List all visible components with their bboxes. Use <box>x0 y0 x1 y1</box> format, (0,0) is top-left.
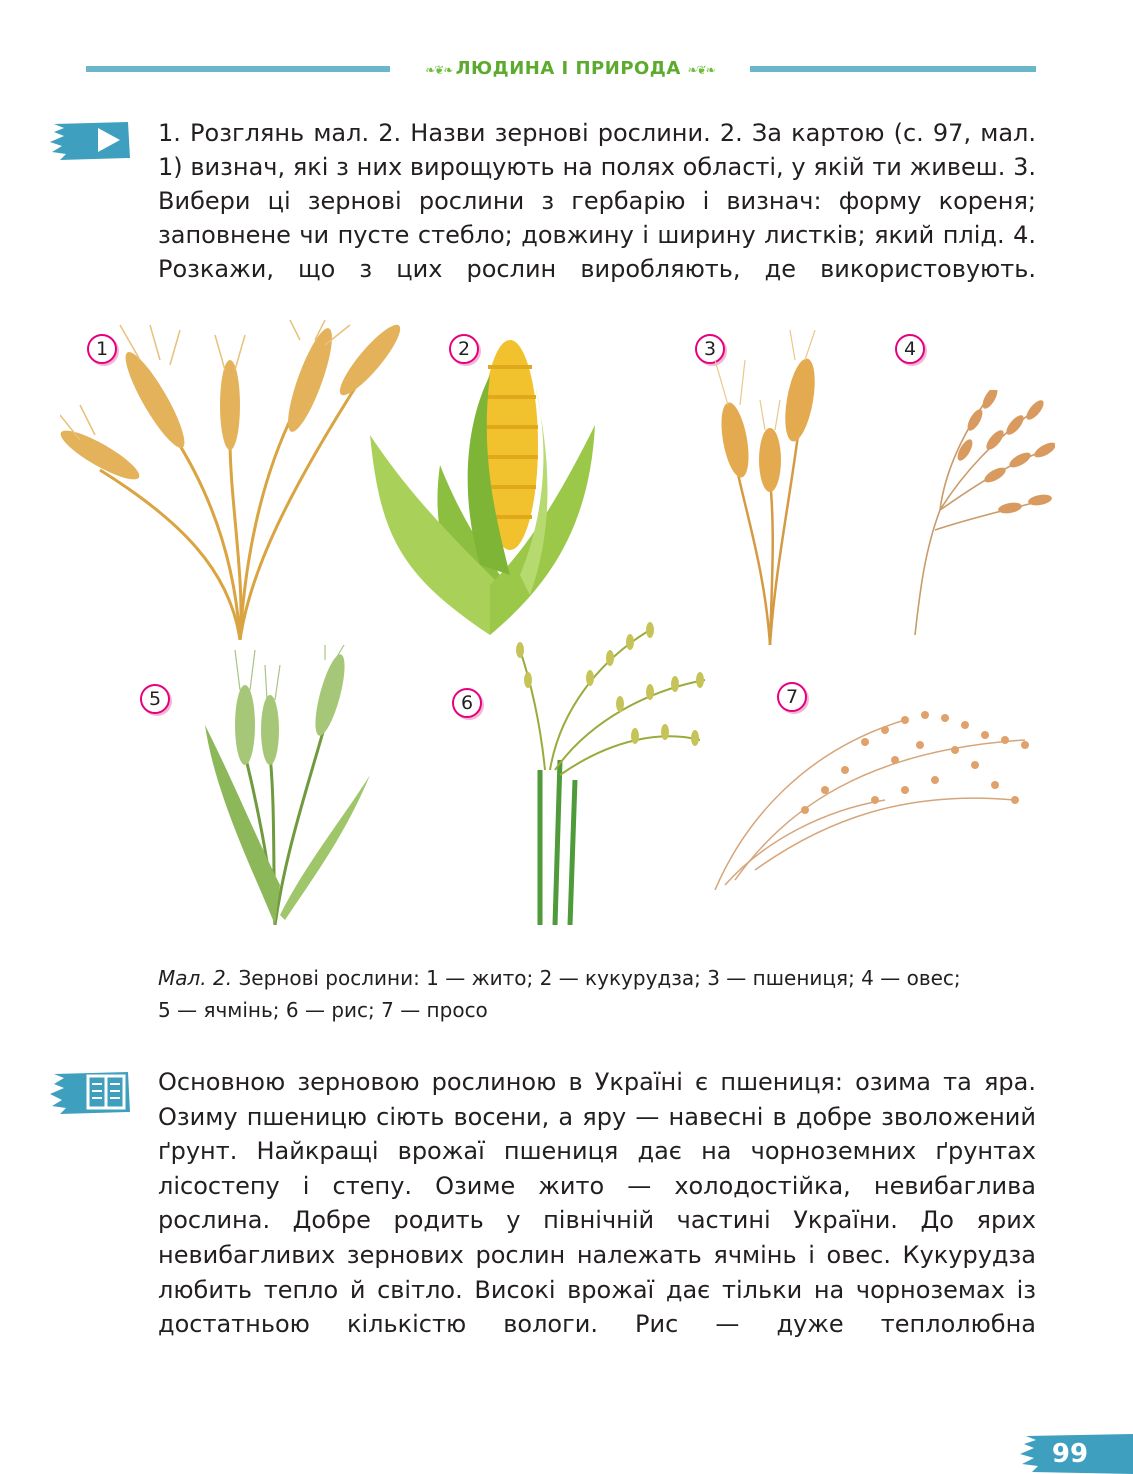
leaf-ornament-left-icon: ❧❦❧ <box>425 63 456 77</box>
header-section-title <box>390 54 750 84</box>
millet-image <box>705 690 1035 890</box>
caption-label: Мал. 2. <box>158 966 233 990</box>
oats-image <box>895 390 1055 635</box>
plant-number-4: 4 <box>895 334 925 364</box>
plant-number-2: 2 <box>449 334 479 364</box>
plant-number-7: 7 <box>777 682 807 712</box>
rice-image <box>500 620 710 925</box>
section-title-text: ЛЮДИНА І ПРИРОДА <box>455 58 681 79</box>
book-icon <box>50 1068 132 1112</box>
play-icon <box>50 118 132 162</box>
leaf-ornament-right-icon: ❧❦❧ <box>687 63 715 77</box>
plant-number-3: 3 <box>695 334 725 364</box>
task-text: 1. Розглянь мал. 2. Назви зернові рослини. 2. За картою (с. 97, мал. 1) визнач, які з них вирощують на полях області, у якій ти живеш. 3. Вибери ці зернові рослини з гербарію і визнач: форму кореня; заповнене чи пусте стебло; довжину і ширину листків; який плід. 4. Розкажи, що з цих рослин виробляють, де використовують. <box>158 119 1036 283</box>
rye-image <box>60 320 410 640</box>
wheat-image <box>700 330 840 645</box>
barley-image <box>195 645 375 925</box>
corn-image <box>370 335 610 635</box>
caption-line-1: Зернові рослини: 1 — жито; 2 — кукурудза; 3 — пшениця; 4 — овес; <box>238 966 961 990</box>
info-text: Основною зерновою рослиною в Україні є пшениця: озима та яра. Озиму пшеницю сіють восени, а яру — навесні в добре зволожений ґрунт. Найкращі врожаї пшениця дає на чорноземних ґрунтах лісостепу і степу. Озиме жито — холодостійка, невибаглива рослина. Добре родить у північній частині України. До ярих невибагливих зернових рослин належать ячмінь і овес. Кукурудза любить тепло й світло. Високі врожаї дає тільки на чорноземах із достатньою кількістю вологи. Рис — дуже теплолюбна <box>158 1068 1036 1339</box>
caption-line-2: 5 — ячмінь; 6 — рис; 7 — просо <box>158 998 488 1022</box>
figure-caption <box>158 962 1018 1026</box>
plant-number-5: 5 <box>140 684 170 714</box>
page-number: 99 <box>1051 1439 1089 1469</box>
plant-number-6: 6 <box>452 688 482 718</box>
plant-number-1: 1 <box>87 334 117 364</box>
